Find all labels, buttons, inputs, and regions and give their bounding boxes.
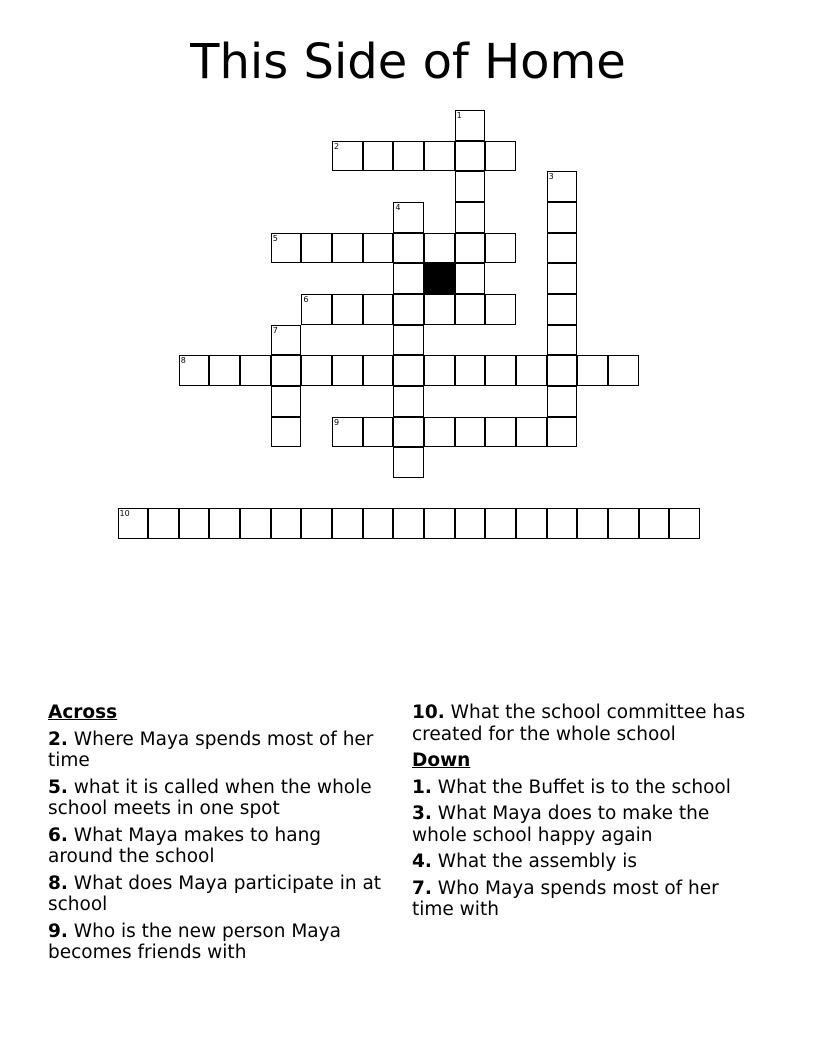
clue-number: 2 [334, 141, 340, 151]
clue-number: 9 [334, 417, 340, 427]
clue-across-5: 5. what it is called when the whole school meets in one spot [48, 776, 372, 819]
grid-cell[interactable] [393, 263, 424, 294]
grid-cell[interactable] [393, 325, 424, 356]
grid-cell[interactable] [485, 508, 516, 539]
clue-number: 1 [456, 111, 462, 120]
clue-down-1: 1. What the Buffet is to the school [412, 776, 731, 798]
clue-number: 3 [548, 172, 554, 182]
grid-cell[interactable] [669, 508, 700, 539]
grid-cell[interactable] [148, 508, 179, 539]
clue-number: 10 [119, 509, 130, 519]
grid-cell[interactable] [516, 417, 547, 448]
grid-cell[interactable] [332, 355, 363, 386]
clue-number: 8 [180, 356, 186, 366]
grid-cell[interactable] [271, 325, 302, 356]
grid-cell[interactable] [485, 233, 516, 264]
grid-cell[interactable] [577, 355, 608, 386]
grid-cell[interactable] [271, 508, 302, 539]
grid-cell[interactable] [363, 294, 394, 325]
grid-cell[interactable] [455, 508, 486, 539]
grid-cell[interactable] [393, 141, 424, 172]
clue-down-3: 3. What Maya does to make the whole school happy again [412, 803, 710, 846]
grid-cell[interactable] [516, 355, 547, 386]
grid-cell[interactable] [424, 417, 455, 448]
grid-cell[interactable] [455, 417, 486, 448]
grid-cell[interactable] [485, 294, 516, 325]
clue-across-2: 2. Where Maya spends most of her time [48, 728, 374, 771]
clue-number: 5 [272, 233, 278, 243]
grid-cell[interactable] [179, 508, 210, 539]
clue-across-8: 8. What does Maya participate in at school [48, 872, 382, 915]
grid-cell[interactable] [547, 202, 578, 233]
clue-across-6: 6. What Maya makes to hang around the school [48, 824, 322, 867]
grid-cell[interactable] [393, 417, 424, 448]
grid-cell[interactable] [363, 417, 394, 448]
grid-cell[interactable] [424, 294, 455, 325]
grid-cell[interactable] [240, 355, 271, 386]
grid-cell[interactable] [393, 202, 424, 233]
grid-cell[interactable] [301, 508, 332, 539]
grid-cell[interactable] [332, 508, 363, 539]
grid-cell[interactable] [424, 141, 455, 172]
grid-cell[interactable] [393, 508, 424, 539]
grid-cell[interactable] [455, 110, 486, 141]
clues-right-column [412, 702, 752, 926]
clues-left-column [48, 702, 388, 969]
clue-across-10: 10. What the school committee has created for the whole school [412, 702, 746, 745]
grid-cell[interactable] [271, 355, 302, 386]
grid-cell[interactable] [547, 508, 578, 539]
grid-cell[interactable] [332, 141, 363, 172]
grid-cell[interactable] [393, 386, 424, 417]
down-heading: Down [412, 750, 471, 771]
clue-number: 4 [395, 202, 401, 212]
grid-cell[interactable] [393, 355, 424, 386]
grid-cell[interactable] [424, 508, 455, 539]
grid-cell[interactable] [424, 233, 455, 264]
grid-cell[interactable] [393, 294, 424, 325]
grid-cell[interactable] [363, 508, 394, 539]
grid-cell[interactable] [363, 233, 394, 264]
grid-cell[interactable] [271, 417, 302, 448]
grid-cell[interactable] [547, 294, 578, 325]
grid-cell[interactable] [547, 171, 578, 202]
grid-cell[interactable] [118, 508, 149, 539]
grid-cell[interactable] [547, 263, 578, 294]
grid-filled-cell [424, 263, 455, 294]
across-heading: Across [48, 702, 118, 723]
grid-cell[interactable] [547, 417, 578, 448]
grid-cell[interactable] [179, 355, 210, 386]
grid-cell[interactable] [271, 233, 302, 264]
grid-cell[interactable] [393, 447, 424, 478]
clue-down-7: 7. Who Maya spends most of her time with [412, 877, 719, 920]
grid-cell[interactable] [608, 508, 639, 539]
grid-cell[interactable] [455, 355, 486, 386]
grid-cell[interactable] [332, 233, 363, 264]
grid-cell[interactable] [577, 508, 608, 539]
grid-cell[interactable] [639, 508, 670, 539]
grid-cell[interactable] [485, 417, 516, 448]
grid-cell[interactable] [455, 171, 486, 202]
grid-cell[interactable] [455, 263, 486, 294]
grid-cell[interactable] [332, 417, 363, 448]
grid-cell[interactable] [393, 233, 424, 264]
grid-cell[interactable] [209, 355, 240, 386]
grid-cell[interactable] [455, 294, 486, 325]
clue-down-4: 4. What the assembly is [412, 851, 638, 872]
grid-cell[interactable] [363, 355, 394, 386]
grid-cell[interactable] [516, 508, 547, 539]
grid-cell[interactable] [271, 386, 302, 417]
grid-cell[interactable] [301, 355, 332, 386]
grid-cell[interactable] [301, 294, 332, 325]
grid-cell[interactable] [455, 141, 486, 172]
clue-number: 6 [303, 294, 309, 304]
grid-cell[interactable] [547, 386, 578, 417]
clue-across-9: 9. Who is the new person Maya becomes friends with [48, 920, 341, 963]
grid-cell[interactable] [332, 294, 363, 325]
grid-cell[interactable] [547, 233, 578, 264]
grid-cell[interactable] [301, 233, 332, 264]
grid-cell[interactable] [608, 355, 639, 386]
clue-number: 7 [272, 325, 278, 335]
grid-cell[interactable] [363, 141, 394, 172]
puzzle-title: This Side of Home [190, 34, 626, 90]
grid-cell[interactable] [485, 355, 516, 386]
grid-cell[interactable] [240, 508, 271, 539]
grid-cell[interactable] [424, 355, 455, 386]
grid-cell[interactable] [455, 202, 486, 233]
grid-cell[interactable] [547, 325, 578, 356]
grid-cell[interactable] [209, 508, 240, 539]
grid-cell[interactable] [485, 141, 516, 172]
grid-cell[interactable] [455, 233, 486, 264]
grid-cell[interactable] [547, 355, 578, 386]
